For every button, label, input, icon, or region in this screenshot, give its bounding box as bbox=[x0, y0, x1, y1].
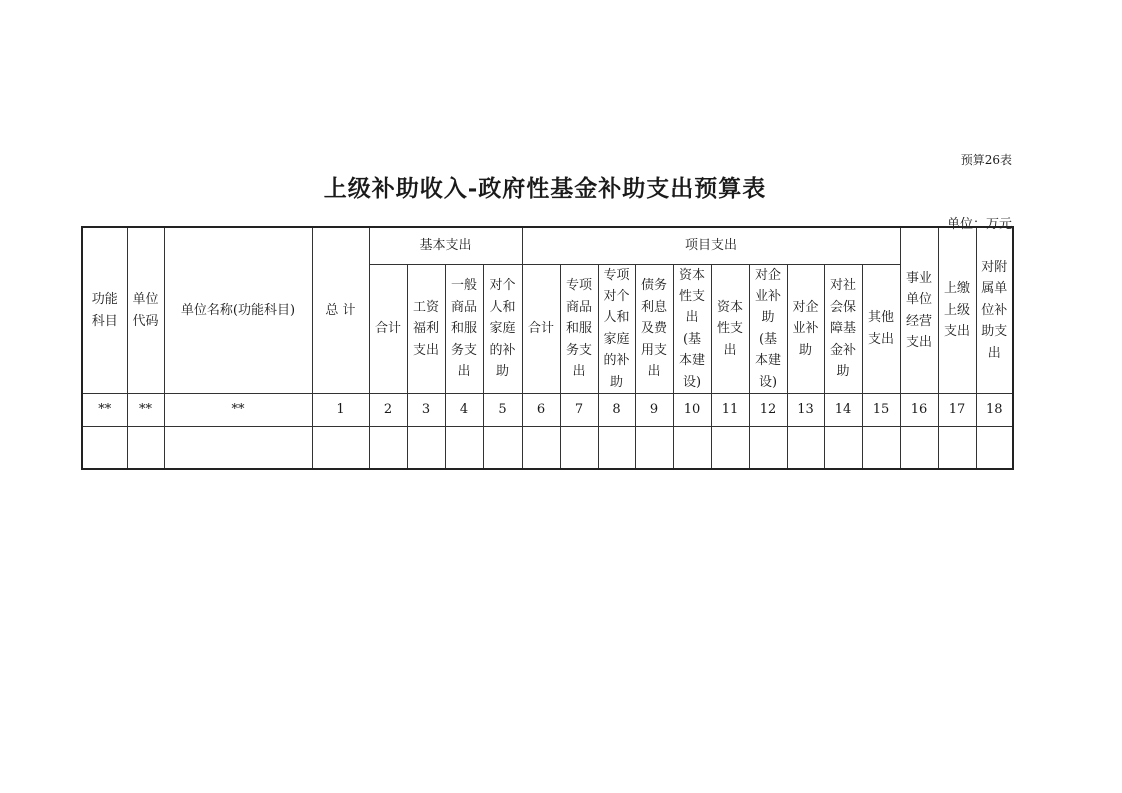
header-project-group: 项目支出 bbox=[522, 227, 900, 264]
index-cell: ** bbox=[82, 394, 127, 427]
index-cell: 18 bbox=[976, 394, 1013, 427]
index-cell: 8 bbox=[598, 394, 635, 427]
header-unit-code: 单位代码 bbox=[127, 227, 164, 394]
index-cell: 11 bbox=[711, 394, 749, 427]
page-title: 上级补助收入-政府性基金补助支出预算表 bbox=[323, 175, 767, 202]
index-cell: ** bbox=[127, 394, 164, 427]
index-cell: 17 bbox=[938, 394, 976, 427]
index-cell: 16 bbox=[900, 394, 938, 427]
index-cell: 6 bbox=[522, 394, 560, 427]
header-unit-name: 单位名称(功能科目) bbox=[164, 227, 312, 394]
empty-cell bbox=[560, 427, 598, 469]
header-project-col: 资本性支出(基本建设) bbox=[673, 264, 711, 394]
index-row bbox=[82, 394, 1013, 427]
empty-cell bbox=[164, 427, 312, 469]
empty-cell bbox=[787, 427, 824, 469]
index-cell: 10 bbox=[673, 394, 711, 427]
empty-cell bbox=[749, 427, 787, 469]
empty-cell bbox=[711, 427, 749, 469]
header-project-col: 对企业补助(基本建设) bbox=[749, 264, 787, 394]
index-cell: 13 bbox=[787, 394, 824, 427]
header-func-subject: 功能科目 bbox=[82, 227, 127, 394]
empty-cell bbox=[522, 427, 560, 469]
empty-cell bbox=[369, 427, 407, 469]
index-cell: 14 bbox=[824, 394, 862, 427]
form-number: 预算26表 bbox=[960, 153, 1012, 167]
empty-cell bbox=[976, 427, 1013, 469]
empty-cell bbox=[598, 427, 635, 469]
header-project-col: 其他支出 bbox=[862, 264, 900, 394]
index-cell: 5 bbox=[483, 394, 522, 427]
empty-cell bbox=[483, 427, 522, 469]
header-project-col: 合计 bbox=[522, 264, 560, 394]
index-cell: 7 bbox=[560, 394, 598, 427]
header-project-col: 债务利息及费用支出 bbox=[635, 264, 673, 394]
empty-cell bbox=[938, 427, 976, 469]
header-basic-col: 合计 bbox=[369, 264, 407, 394]
empty-cell bbox=[900, 427, 938, 469]
header-business: 事业单位经营支出 bbox=[900, 227, 938, 394]
empty-cell bbox=[635, 427, 673, 469]
unit-label: 单位：万元 bbox=[946, 217, 1012, 232]
empty-cell bbox=[312, 427, 369, 469]
index-cell: 1 bbox=[312, 394, 369, 427]
empty-cell bbox=[82, 427, 127, 469]
header-project-col: 资本性支出 bbox=[711, 264, 749, 394]
header-upper: 上缴上级支出 bbox=[938, 227, 976, 394]
empty-cell bbox=[127, 427, 164, 469]
index-cell: 2 bbox=[369, 394, 407, 427]
header-basic-col: 工资福利支出 bbox=[407, 264, 445, 394]
header-affiliated: 对附属单位补助支出 bbox=[976, 227, 1013, 394]
header-basic-group: 基本支出 bbox=[369, 227, 522, 264]
header-project-col: 对企业补助 bbox=[787, 264, 824, 394]
empty-cell bbox=[862, 427, 900, 469]
header-project-col: 专项对个人和家庭的补助 bbox=[598, 264, 635, 394]
index-cell: 9 bbox=[635, 394, 673, 427]
index-cell: ** bbox=[164, 394, 312, 427]
header-basic-col: 一般商品和服务支出 bbox=[445, 264, 483, 394]
header-total: 总 计 bbox=[312, 227, 369, 394]
budget-table bbox=[81, 226, 1014, 470]
header-project-col: 专项商品和服务支出 bbox=[560, 264, 598, 394]
empty-data-row bbox=[82, 427, 1013, 469]
empty-cell bbox=[824, 427, 862, 469]
empty-cell bbox=[445, 427, 483, 469]
index-cell: 3 bbox=[407, 394, 445, 427]
empty-cell bbox=[407, 427, 445, 469]
index-cell: 12 bbox=[749, 394, 787, 427]
header-project-col: 对社会保障基金补助 bbox=[824, 264, 862, 394]
index-cell: 15 bbox=[862, 394, 900, 427]
header-basic-col: 对个人和家庭的补助 bbox=[483, 264, 522, 394]
empty-cell bbox=[673, 427, 711, 469]
index-cell: 4 bbox=[445, 394, 483, 427]
